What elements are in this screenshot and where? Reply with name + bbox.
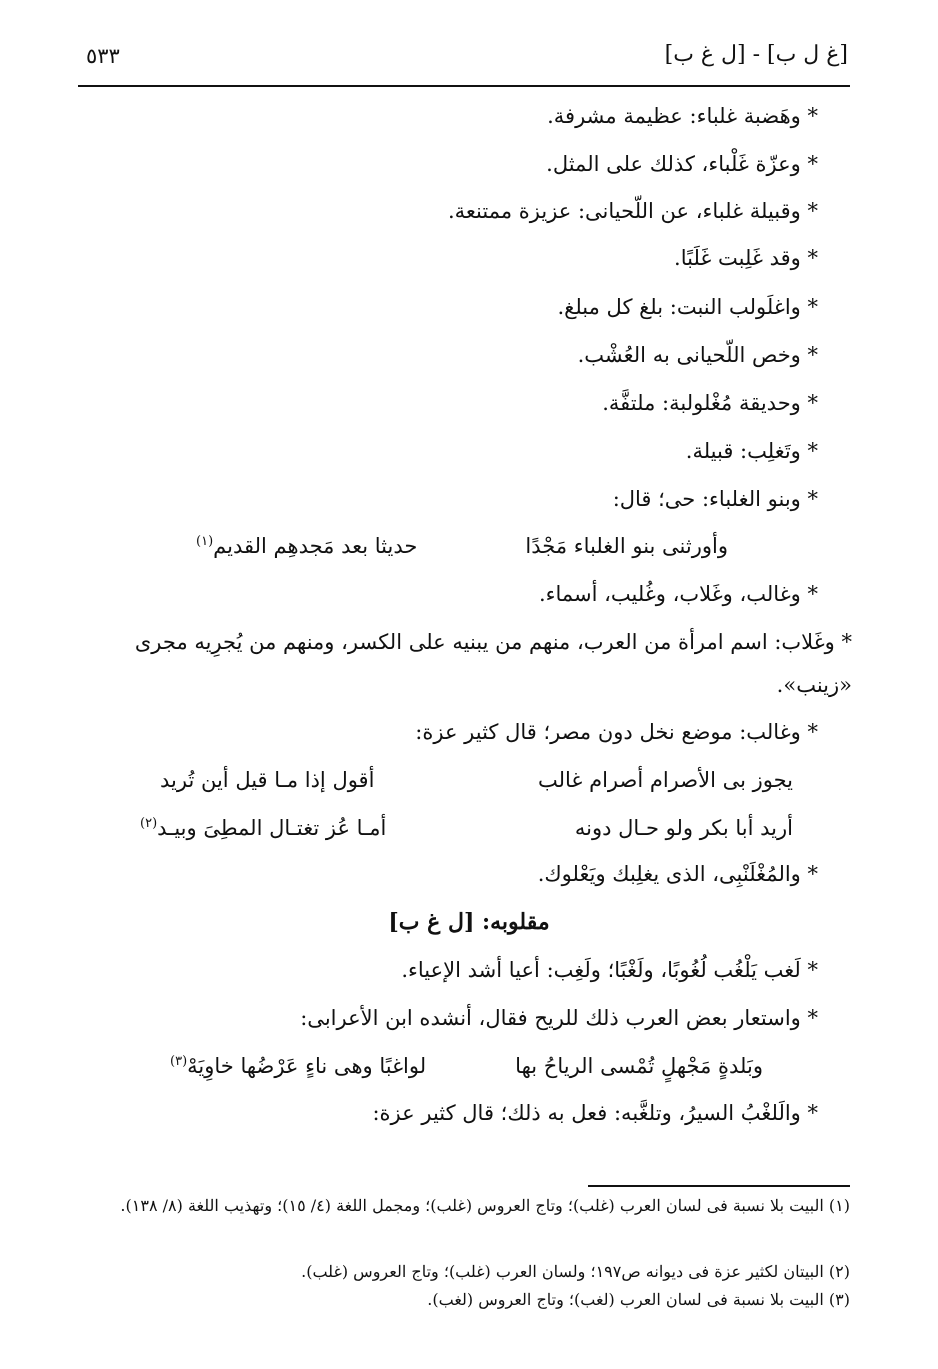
verse-text: حديثا بعد مَجدهِم القديم: [213, 534, 418, 558]
footnote: (٢) البيتان لكثير عزة فى ديوانه ص١٩٧؛ ولسان العرب (غلب)؛ وتاج العروس (غلب).: [301, 1262, 850, 1281]
entry-line: * وقبيلة غلباء، عن اللّحيانى: عزيزة ممتنعة.: [447, 199, 818, 223]
verse-second-hemistich: [160, 768, 374, 792]
footnote-ref: (٣): [170, 1054, 188, 1069]
footnote: (٣) البيت بلا نسبة فى لسان العرب (لغب)؛ وتاج العروس (لغب).: [427, 1290, 850, 1309]
footnote-divider: [588, 1185, 850, 1187]
verse-second-hemistich: [196, 534, 417, 558]
verse-text: أمـا عُز تغتـال المطِىَ وبيـد: [157, 816, 387, 840]
verse-second-hemistich: [170, 1054, 426, 1078]
entry-line: * واستعار بعض العرب ذلك للريح فقال، أنشده ابن الأعرابى:: [300, 1006, 818, 1030]
verse-second-hemistich: [140, 816, 386, 840]
entry-line: * وعزّة غَلْباء، كذلك على المثل.: [546, 152, 818, 176]
entry-line: * وغَلاب: اسم امرأة من العرب، منهم من يبنيه على الكسر، ومنهم من يُجرِيه مجرى: [134, 630, 852, 654]
header-divider: [78, 85, 850, 87]
footnote-ref: (٢): [140, 816, 158, 831]
footnote: (١) البيت بلا نسبة فى لسان العرب (غلب)؛ وتاج العروس (غلب)؛ ومجمل اللغة (٤/ ١٥)؛ وتهذيب اللغة (٨/ ١٣٨).: [120, 1196, 850, 1215]
entry-line: * والَلغْبُ السيرُ، وتلغَّبه: فعل به ذلك؛ قال كثير عزة:: [372, 1101, 818, 1125]
entry-line: * لَغب يَلْغُب لُغُوبًا، ولَغْبًا؛ ولَغِب: أعيا أشد الإعياء.: [401, 958, 818, 982]
entry-line: * وخص اللّحيانى به العُشْب.: [577, 343, 818, 367]
entry-line: * وقد غَلِبت غَلَبًا.: [674, 246, 818, 270]
entry-line: * والمُغْلَنْبِى، الذى يغلِبك ويَعْلوك.: [537, 862, 818, 886]
verse-first-hemistich: يجوز بى الأصرام أصرام غالب: [538, 768, 793, 792]
running-title: [غ ل ب] - [ل غ ب]: [664, 42, 848, 67]
entry-line: * وتَغلِب: قبيلة.: [685, 439, 818, 463]
verse-first-hemistich: وأورثنى بنو الغلباء مَجْدًا: [525, 534, 728, 558]
page-number: ٥٣٣: [86, 44, 120, 68]
entry-line: * وهَضبة غلباء: عظيمة مشرفة.: [547, 104, 818, 128]
verse-first-hemistich: أريد أبا بكر ولو حـال دونه: [574, 816, 793, 840]
entry-line: «زينب».: [776, 673, 852, 697]
entry-line: * وحديقة مُغْلولبة: ملتفَّة.: [602, 391, 818, 415]
entry-line: * واغلَولب النبت: بلغ كل مبلغ.: [557, 295, 818, 319]
verse-text: أقول إذا مـا قيل أين تُريد: [160, 768, 375, 792]
verse-text: لواغبًا وهى ناءٍ عَرْضُها خاوِيَهْ: [187, 1054, 427, 1078]
entry-line: * وغالب، وغَلاب، وغُليب، أسماء.: [538, 582, 818, 606]
footnote-ref: (١): [196, 534, 214, 549]
verse-first-hemistich: وبَلدةٍ مَجْهلٍ تُمْسى الرياحُ بها: [515, 1054, 763, 1078]
entry-line: * وبنو الغلباء: حى؛ قال:: [612, 487, 818, 511]
section-heading: مقلوبه: [ل غ ب]: [388, 909, 550, 935]
entry-line: * وغالب: موضع نخل دون مصر؛ قال كثير عزة:: [415, 720, 818, 744]
